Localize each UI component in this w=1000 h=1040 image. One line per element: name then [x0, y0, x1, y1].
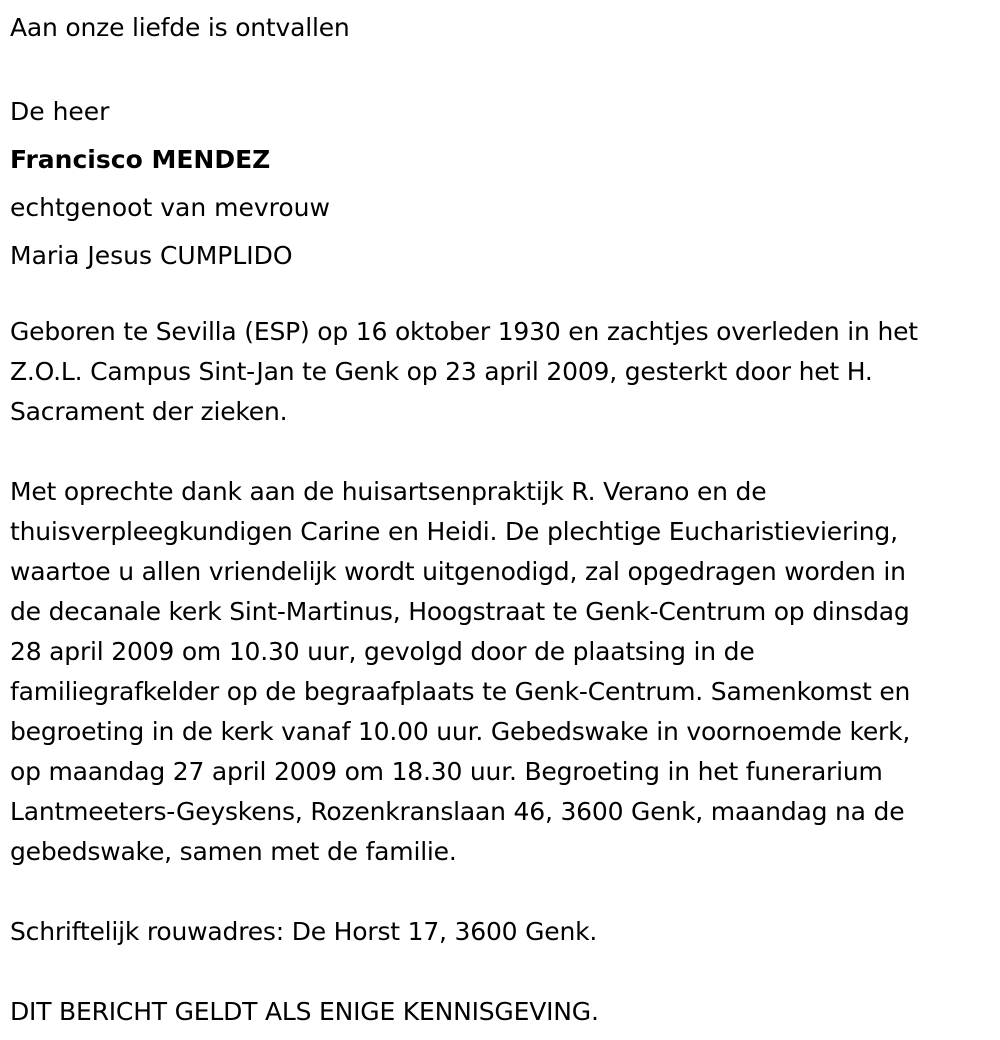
paragraph-line: gebedswake, samen met de familie.: [10, 837, 457, 866]
obituary-notice: [10, 8, 990, 1032]
paragraph-line: Z.O.L. Campus Sint-Jan te Genk op 23 april 2009, gesterkt door het H.: [10, 357, 873, 386]
paragraph-line: Geboren te Sevilla (ESP) op 16 oktober 1930 en zachtjes overleden in het: [10, 317, 918, 346]
deceased-name: Francisco MENDEZ: [10, 145, 271, 174]
closing-statement: DIT BERICHT GELDT ALS ENIGE KENNISGEVING.: [10, 997, 599, 1026]
paragraph-line: op maandag 27 april 2009 om 18.30 uur. Begroeting in het funerarium: [10, 757, 883, 786]
spacer: [10, 432, 990, 472]
birth-death-paragraph: [10, 312, 990, 432]
paragraph-line: familiegrafkelder op de begraafplaats te Genk-Centrum. Samenkomst en: [10, 677, 911, 706]
paragraph-line: Sacrament der zieken.: [10, 397, 288, 426]
paragraph-line: begroeting in de kerk vanaf 10.00 uur. Gebedswake in voornoemde kerk,: [10, 717, 911, 746]
honorific: De heer: [10, 97, 110, 126]
paragraph-line: Lantmeeters-Geyskens, Rozenkranslaan 46, 3600 Genk, maandag na de: [10, 797, 905, 826]
paragraph-line: thuisverpleegkundigen Carine en Heidi. De plechtige Eucharistieviering,: [10, 517, 898, 546]
ceremony-paragraph: [10, 472, 990, 872]
paragraph-line: Met oprechte dank aan de huisartsenpraktijk R. Verano en de: [10, 477, 767, 506]
spacer: [10, 952, 990, 992]
spacer: [10, 872, 990, 912]
paragraph-line: 28 april 2009 om 10.30 uur, gevolgd door de plaatsing in de: [10, 637, 755, 666]
paragraph-line: de decanale kerk Sint-Martinus, Hoogstraat te Genk-Centrum op dinsdag: [10, 597, 910, 626]
spacer: [10, 48, 990, 88]
mourning-address: Schriftelijk rouwadres: De Horst 17, 3600 Genk.: [10, 917, 598, 946]
intro-line: Aan onze liefde is ontvallen: [10, 13, 350, 42]
relation-line: echtgenoot van mevrouw: [10, 193, 330, 222]
spacer: [10, 280, 990, 312]
spouse-name: Maria Jesus CUMPLIDO: [10, 241, 293, 270]
paragraph-line: waartoe u allen vriendelijk wordt uitgenodigd, zal opgedragen worden in: [10, 557, 906, 586]
